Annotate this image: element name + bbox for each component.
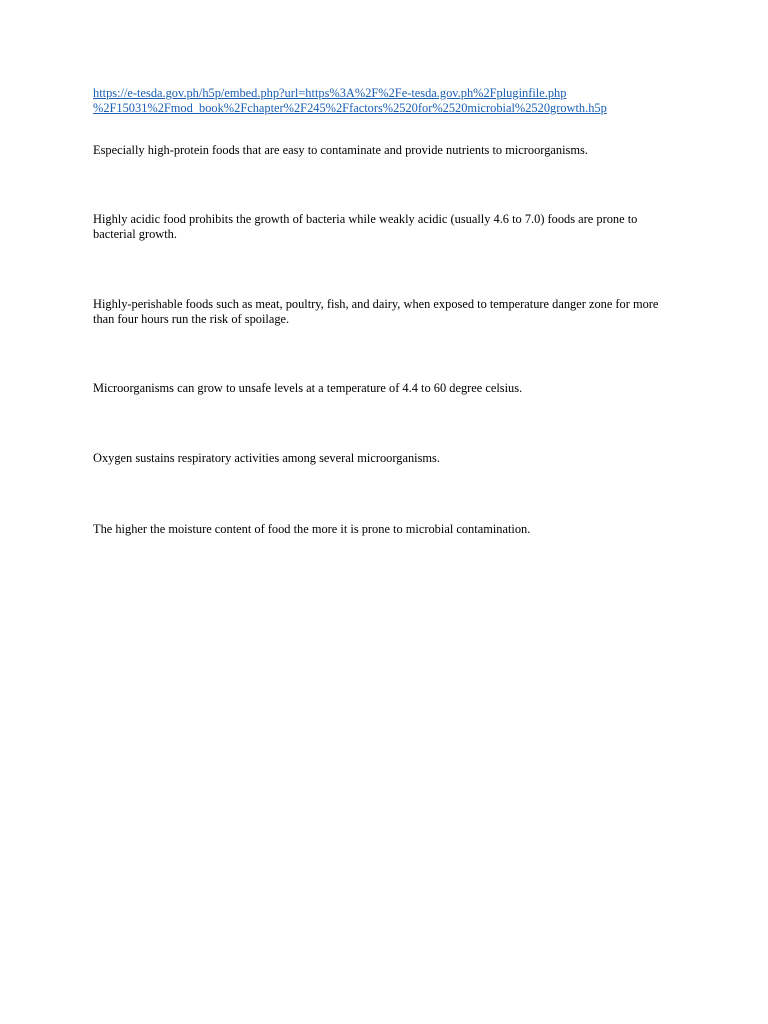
paragraph-moisture: The higher the moisture content of food the more it is prone to microbial contamination. bbox=[93, 522, 531, 537]
source-link[interactable] bbox=[93, 86, 678, 116]
paragraph-protein-foods: Especially high-protein foods that are easy to contaminate and provide nutrients to microorganisms. bbox=[93, 142, 588, 157]
document-body bbox=[93, 86, 678, 537]
source-link-line-1[interactable]: https://e-tesda.gov.ph/h5p/embed.php?url=https%3A%2F%2Fe-tesda.gov.ph%2Fpluginfile.php bbox=[93, 86, 567, 100]
paragraph-oxygen: Oxygen sustains respiratory activities among several microorganisms. bbox=[93, 451, 440, 466]
paragraph-acidity: Highly acidic food prohibits the growth of bacteria while weakly acidic (usually 4.6 to 7.0) foods are prone to bacterial growth. bbox=[93, 212, 638, 242]
source-link-line-2[interactable]: %2F15031%2Fmod_book%2Fchapter%2F245%2Ffactors%2520for%2520microbial%2520growth.h5p bbox=[93, 100, 607, 115]
paragraph-time: Highly-perishable foods such as meat, poultry, fish, and dairy, when exposed to temperature danger zone for more than four hours run the risk of spoilage. bbox=[93, 296, 659, 326]
paragraph-temperature: Microorganisms can grow to unsafe levels at a temperature of 4.4 to 60 degree celsius. bbox=[93, 380, 523, 395]
